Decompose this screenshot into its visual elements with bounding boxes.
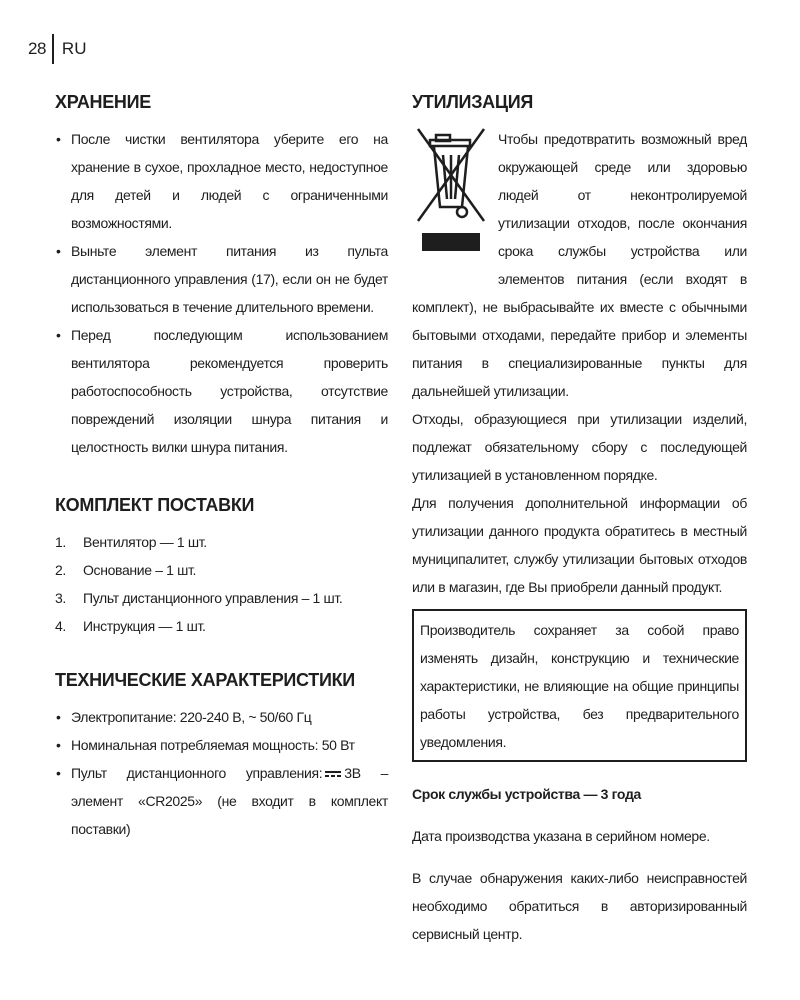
storage-item: • Выньте элемент питания из пульта дистанционного управления (17), если он не будет использоваться в течение длительного времени.: [55, 237, 388, 321]
bullet-icon: •: [56, 327, 61, 343]
storage-item: • Перед последующим использованием вентилятора рекомендуется проверить работоспособность устройства, отсутствие повреждений изоляции шнура питания и целостность вилки шнура питания.: [55, 321, 388, 461]
service-life: Срок службы устройства — 3 года: [412, 786, 641, 802]
kit-list: [55, 528, 388, 640]
page-header: [28, 34, 86, 64]
left-column: [55, 92, 388, 843]
disposal-heading: УТИЛИЗАЦИЯ: [412, 92, 533, 112]
disposal-paragraph: Для получения дополнительной информации об утилизации данного продукта обратитесь в местный муниципалитет, службу утилизации бытовых отходов или в магазин, где Вы приобрели данный продукт.: [412, 495, 747, 595]
storage-item: • После чистки вентилятора уберите его на хранение в сухое, прохладное место, недоступное для детей и людей с ограниченными возможностями.: [55, 125, 388, 237]
service-center-note: В случае обнаружения каких-либо неисправностей необходимо обратиться в авторизированный сервисный центр.: [412, 870, 747, 942]
bullet-icon: •: [56, 765, 61, 781]
kit-heading: КОМПЛЕКТ ПОСТАВКИ: [55, 495, 255, 515]
manufacturer-notice: Производитель сохраняет за собой право изменять дизайн, конструкцию и технические характеристики, не влияющие на общие принципы работы устройства, без предварительного уведомления.: [412, 609, 747, 762]
disposal-paragraph: Отходы, образующиеся при утилизации изделий, подлежат обязательному сбору с последующей утилизацией в установленном порядке.: [412, 411, 747, 483]
kit-item: 2. Основание – 1 шт.: [55, 562, 197, 578]
language-code: RU: [61, 39, 87, 58]
bullet-icon: •: [56, 243, 61, 259]
disposal-section: [412, 125, 747, 601]
kit-item: 4. Инструкция — 1 шт.: [55, 618, 206, 634]
kit-item: 1. Вентилятор — 1 шт.: [55, 534, 207, 550]
specs-heading: ТЕХНИЧЕСКИЕ ХАРАКТЕРИСТИКИ: [55, 670, 355, 690]
bullet-icon: •: [56, 737, 61, 753]
weee-crossed-bin-icon: [412, 125, 492, 285]
spec-item: • Пульт дистанционного управления: 3В – элемент «CR2025» (не входит в комплект поставки): [55, 759, 388, 843]
disposal-paragraph: Чтобы предотвратить возможный вред окружающей среде или здоровью людей от неконтролируемой утилизации отходов, после окончания срока службы устройства или элементов питания (если входят в комплект), не выбрасывайте их вместе с обычными бытовыми отходами, передайте прибор и элементы питания в специализированные пункты для дальнейшей утилизации.: [412, 131, 747, 399]
production-date-note: Дата производства указана в серийном номере.: [412, 828, 710, 844]
spec-item: • Электропитание: 220-240 В, ~ 50/60 Гц: [55, 703, 388, 731]
storage-list: [55, 125, 388, 461]
kit-item: 3. Пульт дистанционного управления – 1 шт.: [55, 590, 343, 606]
right-column: [412, 92, 747, 948]
specs-list: [55, 703, 388, 843]
bullet-icon: •: [56, 709, 61, 725]
dc-current-icon: [325, 770, 341, 778]
bullet-icon: •: [56, 131, 61, 147]
storage-heading: ХРАНЕНИЕ: [55, 92, 151, 112]
page-number: 28: [28, 39, 46, 58]
spec-item: • Номинальная потребляемая мощность: 50 Вт: [55, 731, 388, 759]
